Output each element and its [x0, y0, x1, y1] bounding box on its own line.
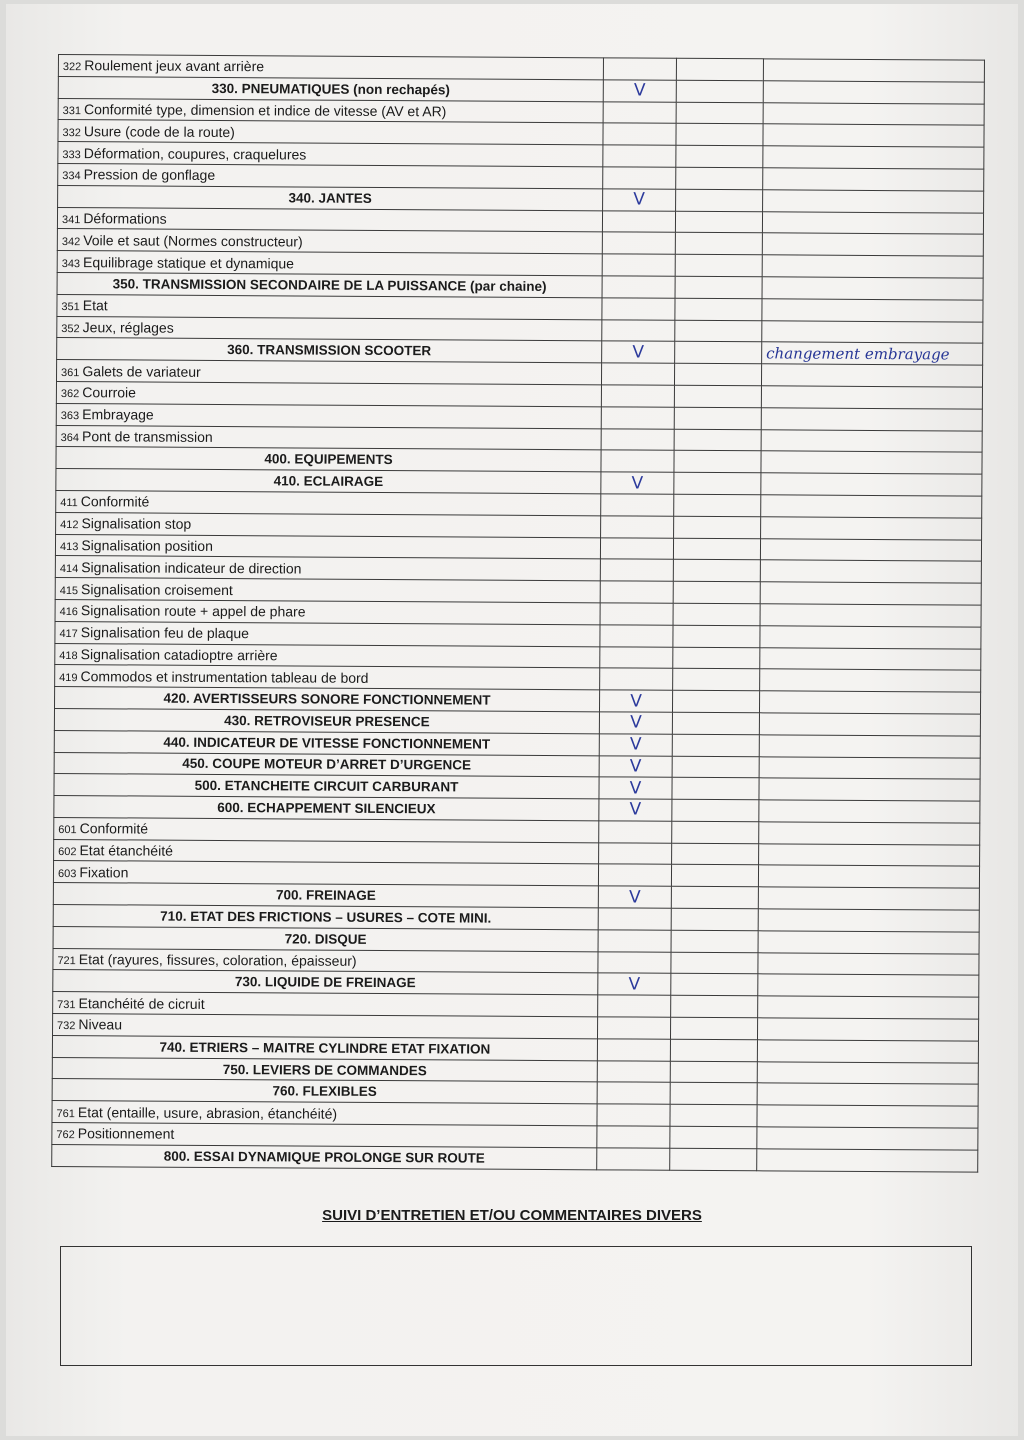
note-cell: [760, 626, 981, 649]
item-label: Etanchéité de cicruit: [78, 994, 205, 1012]
item-label: Conformité: [80, 493, 150, 510]
item-label: Embrayage: [82, 406, 154, 423]
item-code: 762: [56, 1129, 75, 1142]
check-cell: [598, 973, 671, 995]
empty-cell: [671, 952, 758, 974]
paper-sheet: [6, 4, 1018, 1436]
check-cell: [601, 494, 674, 516]
note-cell: [762, 277, 983, 300]
note-cell: [761, 517, 982, 540]
empty-cell: [675, 342, 762, 364]
item-code: 341: [61, 213, 81, 227]
check-cell: [603, 145, 676, 167]
check-cell: [600, 559, 673, 581]
note-cell: [759, 756, 980, 779]
note-cell: [757, 1018, 978, 1041]
empty-cell: [674, 494, 761, 516]
item-label: Fixation: [79, 864, 129, 881]
empty-cell: [674, 363, 761, 385]
check-mark: V: [631, 473, 644, 494]
section-title: 350. TRANSMISSION SECONDAIRE DE LA PUISSANCE (par chaine): [112, 276, 547, 294]
check-cell: [600, 625, 673, 647]
section-title: 450. COUPE MOTEUR D’ARRET D’URGENCE: [182, 756, 472, 773]
section-title: 730. LIQUIDE DE FREINAGE: [234, 974, 416, 991]
section-title: 600. ECHAPPEMENT SILENCIEUX: [217, 799, 436, 817]
item-label: Commodos et instrumentation tableau de bord: [80, 667, 369, 686]
check-cell: [601, 516, 674, 538]
item-code: 352: [61, 322, 80, 336]
item-label: Signalisation croisement: [81, 580, 233, 598]
item-code: 362: [60, 388, 80, 401]
empty-cell: [676, 189, 763, 211]
item-code: 351: [61, 301, 80, 314]
empty-cell: [670, 1126, 757, 1148]
item-code: 417: [59, 628, 78, 641]
note-cell: [759, 843, 980, 866]
note-cell: [757, 1061, 978, 1084]
check-cell: [598, 908, 671, 930]
empty-cell: [672, 756, 759, 778]
check-mark: V: [629, 756, 642, 777]
note-cell: [759, 713, 980, 736]
empty-cell: [673, 538, 760, 560]
section-title: 430. RETROVISEUR PRESENCE: [224, 712, 430, 730]
check-mark: V: [628, 887, 641, 908]
note-cell: [762, 211, 983, 234]
section-title: 760. FLEXIBLES: [272, 1083, 377, 1100]
empty-cell: [670, 1148, 757, 1170]
empty-cell: [675, 298, 762, 320]
check-cell: [599, 821, 672, 843]
item-label: Signalisation indicateur de direction: [81, 558, 302, 577]
empty-cell: [675, 276, 762, 298]
note-cell: [760, 538, 981, 561]
check-cell: [598, 930, 671, 952]
check-cell: [597, 1082, 670, 1104]
item-label: Galets de variateur: [82, 362, 201, 380]
section-row: [52, 1144, 978, 1171]
check-mark: V: [630, 712, 642, 733]
item-label: Signalisation route + appel de phare: [80, 602, 306, 620]
check-cell: [603, 123, 676, 145]
empty-cell: [674, 385, 761, 407]
item-label: Signalisation stop: [81, 515, 192, 532]
empty-cell: [670, 1105, 757, 1127]
note-cell: [760, 560, 981, 583]
empty-cell: [675, 320, 762, 342]
check-cell: [603, 101, 676, 123]
item-code: 603: [57, 867, 77, 881]
item-label: Niveau: [78, 1016, 123, 1033]
check-cell: [597, 1060, 670, 1082]
empty-cell: [673, 669, 760, 691]
check-cell: [602, 298, 675, 320]
check-cell: [602, 232, 675, 254]
item-label: Usure (code de la route): [83, 122, 235, 140]
note-cell: [758, 931, 979, 954]
note-cell: [760, 604, 981, 627]
item-label: Jeux, réglages: [82, 319, 174, 336]
note-cell: [762, 320, 983, 343]
empty-cell: [676, 58, 763, 80]
item-code: 419: [59, 671, 78, 684]
check-cell: [603, 189, 676, 211]
check-mark: V: [633, 189, 645, 210]
item-code: 411: [60, 497, 78, 510]
check-cell: [601, 428, 674, 450]
item-code: 416: [59, 606, 78, 619]
note-cell: [759, 735, 980, 758]
item-code: 412: [60, 519, 79, 532]
empty-cell: [670, 1017, 757, 1039]
empty-cell: [670, 1083, 757, 1105]
note-cell: [761, 495, 982, 518]
item-label: Conformité: [79, 820, 149, 837]
check-cell: [602, 254, 675, 276]
empty-cell: [675, 211, 762, 233]
empty-cell: [671, 996, 758, 1018]
item-label: Etat (entaille, usure, abrasion, étanchéité): [77, 1103, 338, 1122]
section-title: 710. ETAT DES FRICTIONS – USURES – COTE MINI.: [160, 908, 492, 926]
empty-cell: [675, 233, 762, 255]
note-cell: [757, 1127, 978, 1150]
section-title: 410. ECLAIRAGE: [273, 473, 384, 490]
item-label: Etat étanchéité: [79, 842, 173, 859]
check-cell: [597, 1148, 670, 1170]
note-cell: [760, 647, 981, 670]
check-mark: V: [633, 80, 646, 101]
check-cell: [603, 167, 676, 189]
row-label-cell: [52, 1144, 597, 1169]
item-code: 334: [62, 170, 81, 183]
empty-cell: [671, 887, 758, 909]
note-cell: [763, 190, 984, 213]
check-cell: [597, 1126, 670, 1148]
item-code: 322: [62, 61, 82, 74]
note-cell: [762, 342, 983, 365]
note-cell: [763, 81, 984, 104]
check-cell: [601, 385, 674, 407]
empty-cell: [672, 843, 759, 865]
note-cell: [761, 364, 982, 387]
item-code: 343: [61, 257, 81, 270]
check-mark: V: [632, 342, 645, 363]
item-label: Positionnement: [77, 1125, 175, 1143]
note-cell: [761, 451, 982, 474]
note-cell: [761, 408, 982, 431]
handwritten-note: changement embrayage: [766, 344, 950, 364]
empty-cell: [675, 254, 762, 276]
empty-cell: [672, 821, 759, 843]
empty-cell: [674, 516, 761, 538]
item-code: 333: [62, 148, 81, 161]
check-mark: V: [629, 799, 642, 821]
empty-cell: [672, 690, 759, 712]
check-cell: [602, 341, 675, 363]
comments-box: [60, 1246, 972, 1366]
item-code: 731: [57, 998, 76, 1011]
empty-cell: [674, 407, 761, 429]
check-cell: [598, 864, 671, 886]
note-cell: [757, 1083, 978, 1106]
checklist-body: [52, 55, 985, 1172]
empty-cell: [673, 603, 760, 625]
note-cell: [757, 1105, 978, 1128]
check-cell: [599, 734, 672, 756]
section-title: 400. EQUIPEMENTS: [264, 451, 393, 468]
item-code: 721: [57, 955, 76, 968]
note-cell: [763, 168, 984, 191]
check-cell: [599, 712, 672, 734]
item-label: Roulement jeux avant arrière: [84, 57, 265, 75]
note-cell: [757, 1040, 978, 1063]
section-title: 700. FREINAGE: [275, 887, 376, 904]
note-cell: [762, 233, 983, 256]
section-title: 340. JANTES: [288, 190, 372, 206]
item-label: Déformation, coupures, craquelures: [83, 144, 307, 163]
item-code: 418: [59, 649, 78, 663]
note-cell: [759, 822, 980, 845]
empty-cell: [672, 799, 759, 821]
empty-cell: [673, 647, 760, 669]
check-cell: [600, 603, 673, 625]
note-cell: [759, 800, 980, 823]
check-cell: [603, 58, 676, 80]
empty-cell: [676, 102, 763, 124]
check-cell: [602, 319, 675, 341]
check-mark: V: [630, 691, 642, 712]
empty-cell: [671, 908, 758, 930]
item-code: 364: [60, 431, 80, 445]
note-cell: [762, 299, 983, 322]
empty-cell: [673, 560, 760, 582]
check-cell: [600, 581, 673, 603]
empty-cell: [670, 1039, 757, 1061]
section-title: 330. PNEUMATIQUES (non rechapés): [211, 80, 450, 98]
check-mark: V: [629, 778, 642, 799]
item-code: 332: [62, 126, 81, 139]
note-cell: [757, 1149, 978, 1172]
check-cell: [600, 668, 673, 690]
empty-cell: [671, 974, 758, 996]
check-cell: [599, 843, 672, 865]
empty-cell: [673, 581, 760, 603]
check-cell: [602, 210, 675, 232]
empty-cell: [674, 429, 761, 451]
note-cell: [763, 102, 984, 125]
note-cell: [758, 865, 979, 888]
section-title: 720. DISQUE: [284, 931, 367, 947]
item-code: 601: [58, 824, 77, 837]
check-mark: V: [628, 974, 641, 995]
check-cell: [598, 951, 671, 973]
check-cell: [599, 799, 672, 821]
item-code: 361: [61, 366, 80, 379]
empty-cell: [676, 167, 763, 189]
item-code: 415: [59, 584, 79, 597]
check-cell: [601, 407, 674, 429]
item-label: Signalisation feu de plaque: [80, 624, 250, 642]
item-label: Pression de gonflage: [83, 166, 216, 184]
item-code: 732: [57, 1020, 76, 1033]
item-code: 413: [59, 540, 79, 554]
item-code: 331: [62, 105, 82, 118]
empty-cell: [671, 865, 758, 887]
note-cell: [761, 429, 982, 452]
inspection-checklist-table: [51, 54, 985, 1172]
empty-cell: [670, 1061, 757, 1083]
note-cell: [763, 124, 984, 147]
check-cell: [597, 1104, 670, 1126]
check-cell: [597, 1039, 670, 1061]
note-cell: [758, 974, 979, 997]
check-cell: [601, 363, 674, 385]
check-cell: [600, 646, 673, 668]
item-label: Conformité type, dimension et indice de vitesse (AV et AR): [83, 101, 447, 120]
check-cell: [600, 537, 673, 559]
note-cell: [762, 255, 983, 278]
check-cell: [601, 450, 674, 472]
check-cell: [599, 755, 672, 777]
item-label: Etat: [82, 297, 108, 314]
note-cell: [758, 996, 979, 1019]
section-title: 500. ETANCHEITE CIRCUIT CARBURANT: [194, 778, 459, 795]
check-cell: [602, 276, 675, 298]
section-title: 440. INDICATEUR DE VITESSE FONCTIONNEMENT: [163, 734, 491, 752]
empty-cell: [672, 712, 759, 734]
note-cell: [758, 952, 979, 975]
comments-title: SUIVI D’ENTRETIEN ET/OU COMMENTAIRES DIVERS: [322, 1207, 702, 1224]
item-code: 342: [61, 235, 81, 248]
item-label: Voile et saut (Normes constructeur): [83, 231, 303, 250]
empty-cell: [671, 930, 758, 952]
check-cell: [598, 995, 671, 1017]
check-cell: [598, 886, 671, 908]
section-title: 740. ETRIERS – MAITRE CYLINDRE ETAT FIXATION: [159, 1039, 491, 1057]
empty-cell: [676, 80, 763, 102]
note-cell: [761, 473, 982, 496]
check-cell: [599, 690, 672, 712]
empty-cell: [672, 778, 759, 800]
note-cell: [759, 778, 980, 801]
section-title: 750. LEVIERS DE COMMANDES: [222, 1061, 427, 1078]
note-cell: [759, 691, 980, 714]
empty-cell: [673, 625, 760, 647]
empty-cell: [676, 145, 763, 167]
empty-cell: [672, 734, 759, 756]
check-mark: V: [629, 734, 642, 755]
empty-cell: [674, 451, 761, 473]
item-code: 602: [58, 846, 77, 859]
check-cell: [599, 777, 672, 799]
note-cell: [763, 59, 984, 82]
section-title: 360. TRANSMISSION SCOOTER: [227, 342, 432, 359]
check-cell: [601, 472, 674, 494]
empty-cell: [674, 472, 761, 494]
item-code: 363: [60, 410, 80, 423]
note-cell: [761, 386, 982, 409]
item-label: Signalisation position: [81, 537, 213, 554]
item-label: Déformations: [83, 210, 167, 227]
note-cell: [760, 582, 981, 605]
check-cell: [603, 80, 676, 102]
section-title: 420. AVERTISSEURS SONORE FONCTIONNEMENT: [163, 690, 491, 708]
item-code: 414: [59, 562, 79, 575]
item-code: 761: [56, 1107, 75, 1120]
item-label: Pont de transmission: [81, 428, 213, 445]
item-label: Courroie: [82, 384, 137, 401]
item-label: Equilibrage statique et dynamique: [83, 253, 295, 272]
empty-cell: [676, 124, 763, 146]
note-cell: [758, 887, 979, 910]
section-title: 800. ESSAI DYNAMIQUE PROLONGE SUR ROUTE: [163, 1148, 485, 1166]
note-cell: [758, 909, 979, 932]
check-cell: [597, 1017, 670, 1039]
item-label: Etat (rayures, fissures, coloration, épaisseur): [78, 951, 357, 969]
item-label: Signalisation catadioptre arrière: [80, 646, 278, 664]
note-cell: [763, 146, 984, 169]
note-cell: [760, 669, 981, 692]
